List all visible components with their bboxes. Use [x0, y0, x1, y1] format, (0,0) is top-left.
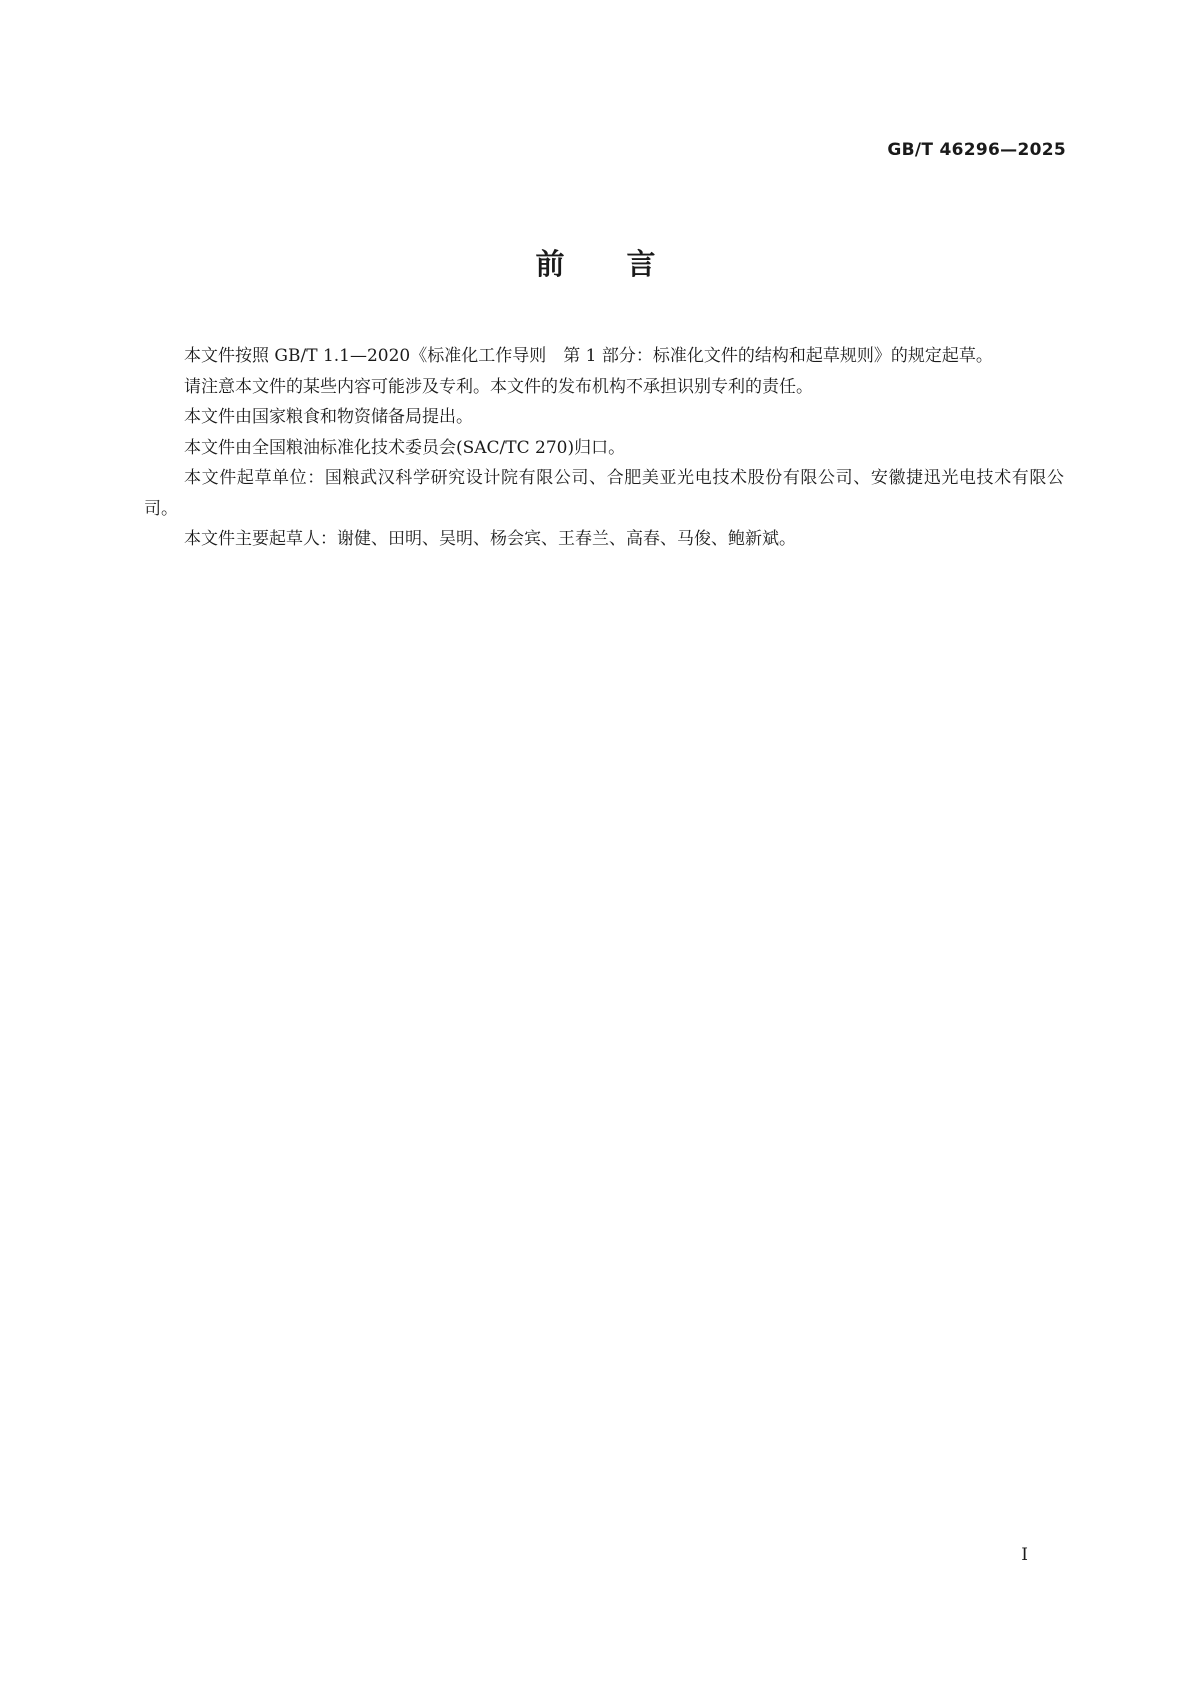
- page-title: [0, 242, 1191, 283]
- title-char-2: 言: [626, 247, 656, 281]
- page-number: I: [1021, 1545, 1028, 1565]
- paragraph-technical-committee: 本文件由全国粮油标准化技术委员会(SAC/TC 270)归口。: [184, 437, 626, 458]
- paragraph-drafters: 本文件主要起草人：谢健、田明、吴明、杨会宾、王春兰、高春、马俊、鲍新斌。: [184, 529, 796, 549]
- paragraph-drafting-organizations: 本文件起草单位：国粮武汉科学研究设计院有限公司、合肥美亚光电技术股份有限公司、安徽捷迅光电技术有限公司。: [144, 468, 1064, 519]
- paragraph-drafting-rules: 本文件按照 GB/T 1.1—2020《标准化工作导则 第 1 部分：标准化文件的结构和起草规则》的规定起草。: [184, 346, 993, 366]
- paragraph-patent-notice: 请注意本文件的某些内容可能涉及专利。本文件的发布机构不承担识别专利的责任。: [184, 376, 813, 397]
- standard-code: GB/T 46296—2025: [887, 140, 1066, 160]
- paragraph-proposer: 本文件由国家粮食和物资储备局提出。: [184, 407, 473, 427]
- foreword-body: [144, 341, 1064, 555]
- title-char-1: 前: [535, 247, 565, 281]
